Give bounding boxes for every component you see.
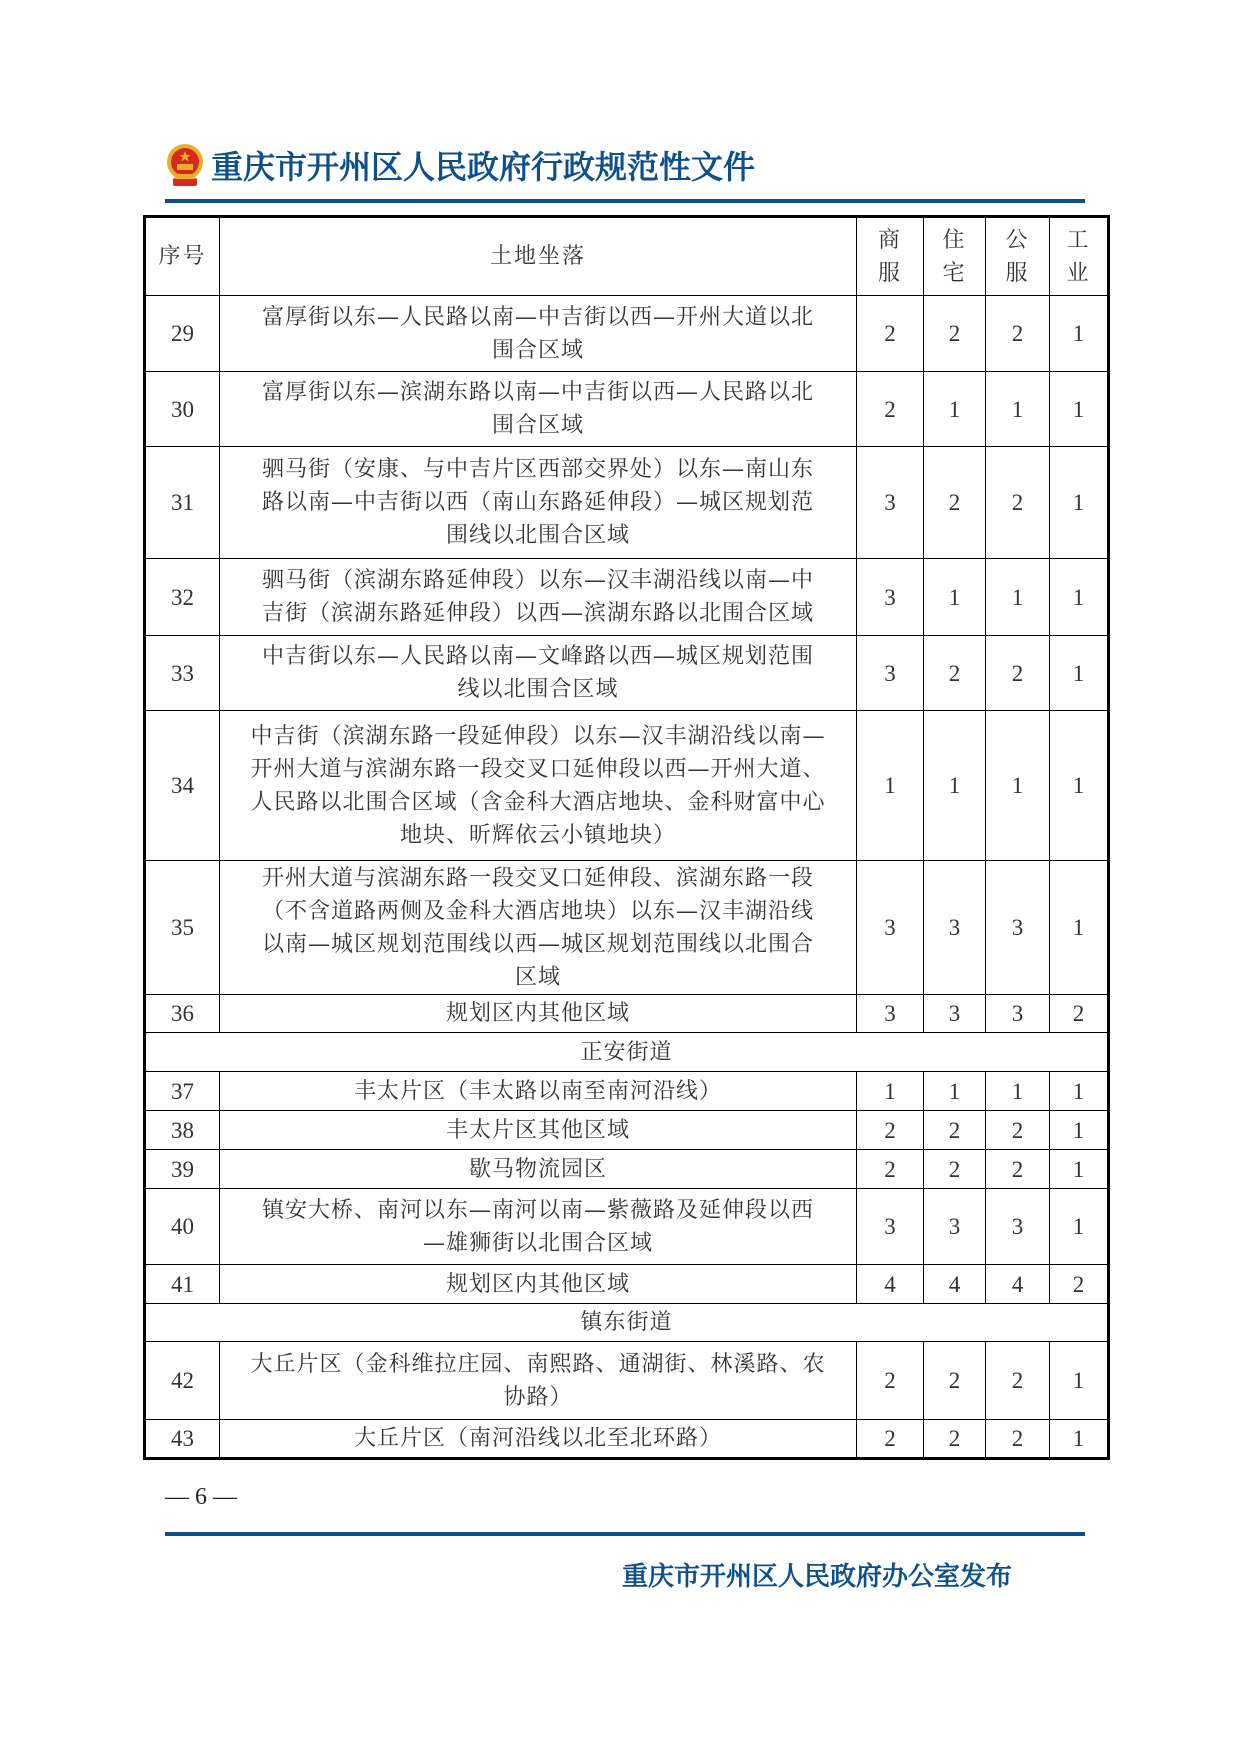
table-row (145, 1189, 1109, 1265)
industrial-grade-cell: 1 (1050, 1342, 1109, 1420)
table-row (145, 1072, 1109, 1111)
commercial-grade-cell: 2 (857, 296, 924, 372)
location-cell: 规划区内其他区域 (220, 995, 857, 1033)
section-title: 镇东街道 (145, 1304, 1109, 1342)
location-cell: 规划区内其他区域 (220, 1265, 857, 1304)
residential-grade-cell: 4 (924, 1265, 986, 1304)
residential-grade-cell: 2 (924, 296, 986, 372)
public-grade-cell: 2 (986, 636, 1050, 711)
location-cell: 大丘片区（金科维拉庄园、南熙路、通湖街、林溪路、农 协路） (220, 1342, 857, 1420)
industrial-grade-cell: 1 (1050, 372, 1109, 447)
industrial-grade-cell: 1 (1050, 1111, 1109, 1150)
public-grade-cell: 1 (986, 372, 1050, 447)
serial-cell: 39 (145, 1150, 220, 1189)
commercial-grade-cell: 3 (857, 1189, 924, 1265)
public-grade-cell: 3 (986, 861, 1050, 995)
serial-cell: 41 (145, 1265, 220, 1304)
commercial-grade-cell: 2 (857, 1111, 924, 1150)
land-grade-table (143, 215, 1110, 1460)
serial-cell: 42 (145, 1342, 220, 1420)
serial-cell: 33 (145, 636, 220, 711)
industrial-grade-cell: 1 (1050, 447, 1109, 559)
page-number: — 6 — (165, 1484, 237, 1510)
location-cell: 中吉街（滨湖东路一段延伸段）以东—汉丰湖沿线以南— 开州大道与滨湖东路一段交叉口延伸段以西—开州大道、 人民路以北围合区域（含金科大酒店地块、金科财富中心 地块、昕辉依云小镇地块） (220, 711, 857, 861)
industrial-grade-cell: 2 (1050, 1265, 1109, 1304)
footer-divider (165, 1532, 1085, 1536)
public-grade-cell: 1 (986, 559, 1050, 636)
commercial-grade-cell: 3 (857, 559, 924, 636)
industrial-grade-cell: 1 (1050, 1420, 1109, 1459)
residential-grade-cell: 2 (924, 447, 986, 559)
serial-cell: 38 (145, 1111, 220, 1150)
location-cell: 驷马街（安康、与中吉片区西部交界处）以东—南山东 路以南—中吉街以西（南山东路延伸段）—城区规划范 围线以北围合区域 (220, 447, 857, 559)
commercial-grade-cell: 3 (857, 447, 924, 559)
location-cell: 丰太片区其他区域 (220, 1111, 857, 1150)
table-row (145, 447, 1109, 559)
commercial-grade-cell: 2 (857, 372, 924, 447)
public-grade-cell: 3 (986, 1189, 1050, 1265)
table-row (145, 636, 1109, 711)
residential-grade-cell: 2 (924, 1150, 986, 1189)
serial-cell: 31 (145, 447, 220, 559)
header-commercial: 商 服 (857, 217, 924, 296)
header-title: 重庆市开州区人民政府行政规范性文件 (211, 148, 756, 186)
section-title: 正安街道 (145, 1033, 1109, 1072)
commercial-grade-cell: 4 (857, 1265, 924, 1304)
industrial-grade-cell: 1 (1050, 1150, 1109, 1189)
section-row (145, 1304, 1109, 1342)
publisher: 重庆市开州区人民政府办公室发布 (621, 1562, 1012, 1592)
commercial-grade-cell: 2 (857, 1342, 924, 1420)
public-grade-cell: 1 (986, 711, 1050, 861)
serial-cell: 30 (145, 372, 220, 447)
table-row (145, 861, 1109, 995)
location-cell: 开州大道与滨湖东路一段交叉口延伸段、滨湖东路一段 （不含道路两侧及金科大酒店地块）以东—汉丰湖沿线 以南—城区规划范围线以西—城区规划范围线以北围合 区域 (220, 861, 857, 995)
industrial-grade-cell: 1 (1050, 636, 1109, 711)
location-cell: 歇马物流园区 (220, 1150, 857, 1189)
residential-grade-cell: 1 (924, 1072, 986, 1111)
location-cell: 大丘片区（南河沿线以北至北环路） (220, 1420, 857, 1459)
serial-cell: 40 (145, 1189, 220, 1265)
residential-grade-cell: 1 (924, 711, 986, 861)
header-location: 土地坐落 (220, 217, 857, 296)
table-row (145, 1150, 1109, 1189)
residential-grade-cell: 1 (924, 559, 986, 636)
header-divider (165, 199, 1085, 203)
public-grade-cell: 2 (986, 1150, 1050, 1189)
serial-cell: 43 (145, 1420, 220, 1459)
table-row (145, 559, 1109, 636)
residential-grade-cell: 2 (924, 1342, 986, 1420)
public-grade-cell: 2 (986, 1342, 1050, 1420)
header-industrial: 工 业 (1050, 217, 1109, 296)
residential-grade-cell: 2 (924, 1111, 986, 1150)
public-grade-cell: 2 (986, 1420, 1050, 1459)
serial-cell: 34 (145, 711, 220, 861)
table-row (145, 1420, 1109, 1459)
header-public: 公 服 (986, 217, 1050, 296)
table-row (145, 1111, 1109, 1150)
residential-grade-cell: 2 (924, 636, 986, 711)
industrial-grade-cell: 1 (1050, 559, 1109, 636)
commercial-grade-cell: 3 (857, 861, 924, 995)
residential-grade-cell: 1 (924, 372, 986, 447)
commercial-grade-cell: 1 (857, 1072, 924, 1111)
table-row (145, 711, 1109, 861)
industrial-grade-cell: 1 (1050, 1072, 1109, 1111)
page-body (143, 215, 1107, 1714)
header-serial: 序号 (145, 217, 220, 296)
table-row (145, 1265, 1109, 1304)
location-cell: 中吉街以东—人民路以南—文峰路以西—城区规划范围 线以北围合区域 (220, 636, 857, 711)
residential-grade-cell: 3 (924, 861, 986, 995)
location-cell: 丰太片区（丰太路以南至南河沿线） (220, 1072, 857, 1111)
location-cell: 富厚街以东—人民路以南—中吉街以西—开州大道以北 围合区域 (220, 296, 857, 372)
serial-cell: 35 (145, 861, 220, 995)
national-emblem-icon (165, 142, 205, 188)
industrial-grade-cell: 1 (1050, 861, 1109, 995)
commercial-grade-cell: 2 (857, 1420, 924, 1459)
location-cell: 镇安大桥、南河以东—南河以南—紫薇路及延伸段以西 —雄狮街以北围合区域 (220, 1189, 857, 1265)
industrial-grade-cell: 2 (1050, 995, 1109, 1033)
public-grade-cell: 3 (986, 995, 1050, 1033)
residential-grade-cell: 3 (924, 1189, 986, 1265)
table-row (145, 995, 1109, 1033)
section-row (145, 1033, 1109, 1072)
public-grade-cell: 2 (986, 1111, 1050, 1150)
serial-cell: 36 (145, 995, 220, 1033)
industrial-grade-cell: 1 (1050, 1189, 1109, 1265)
public-grade-cell: 2 (986, 296, 1050, 372)
header-residential: 住 宅 (924, 217, 986, 296)
public-grade-cell: 1 (986, 1072, 1050, 1111)
public-grade-cell: 2 (986, 447, 1050, 559)
commercial-grade-cell: 3 (857, 636, 924, 711)
location-cell: 驷马街（滨湖东路延伸段）以东—汉丰湖沿线以南—中 吉街（滨湖东路延伸段）以西—滨湖东路以北围合区域 (220, 559, 857, 636)
residential-grade-cell: 2 (924, 1420, 986, 1459)
commercial-grade-cell: 2 (857, 1150, 924, 1189)
industrial-grade-cell: 1 (1050, 711, 1109, 861)
commercial-grade-cell: 1 (857, 711, 924, 861)
residential-grade-cell: 3 (924, 995, 986, 1033)
serial-cell: 32 (145, 559, 220, 636)
serial-cell: 29 (145, 296, 220, 372)
serial-cell: 37 (145, 1072, 220, 1111)
public-grade-cell: 4 (986, 1265, 1050, 1304)
document-header (165, 140, 755, 190)
table-header-row (145, 217, 1109, 296)
table-row (145, 296, 1109, 372)
industrial-grade-cell: 1 (1050, 296, 1109, 372)
commercial-grade-cell: 3 (857, 995, 924, 1033)
table-row (145, 372, 1109, 447)
location-cell: 富厚街以东—滨湖东路以南—中吉街以西—人民路以北 围合区域 (220, 372, 857, 447)
table-row (145, 1342, 1109, 1420)
